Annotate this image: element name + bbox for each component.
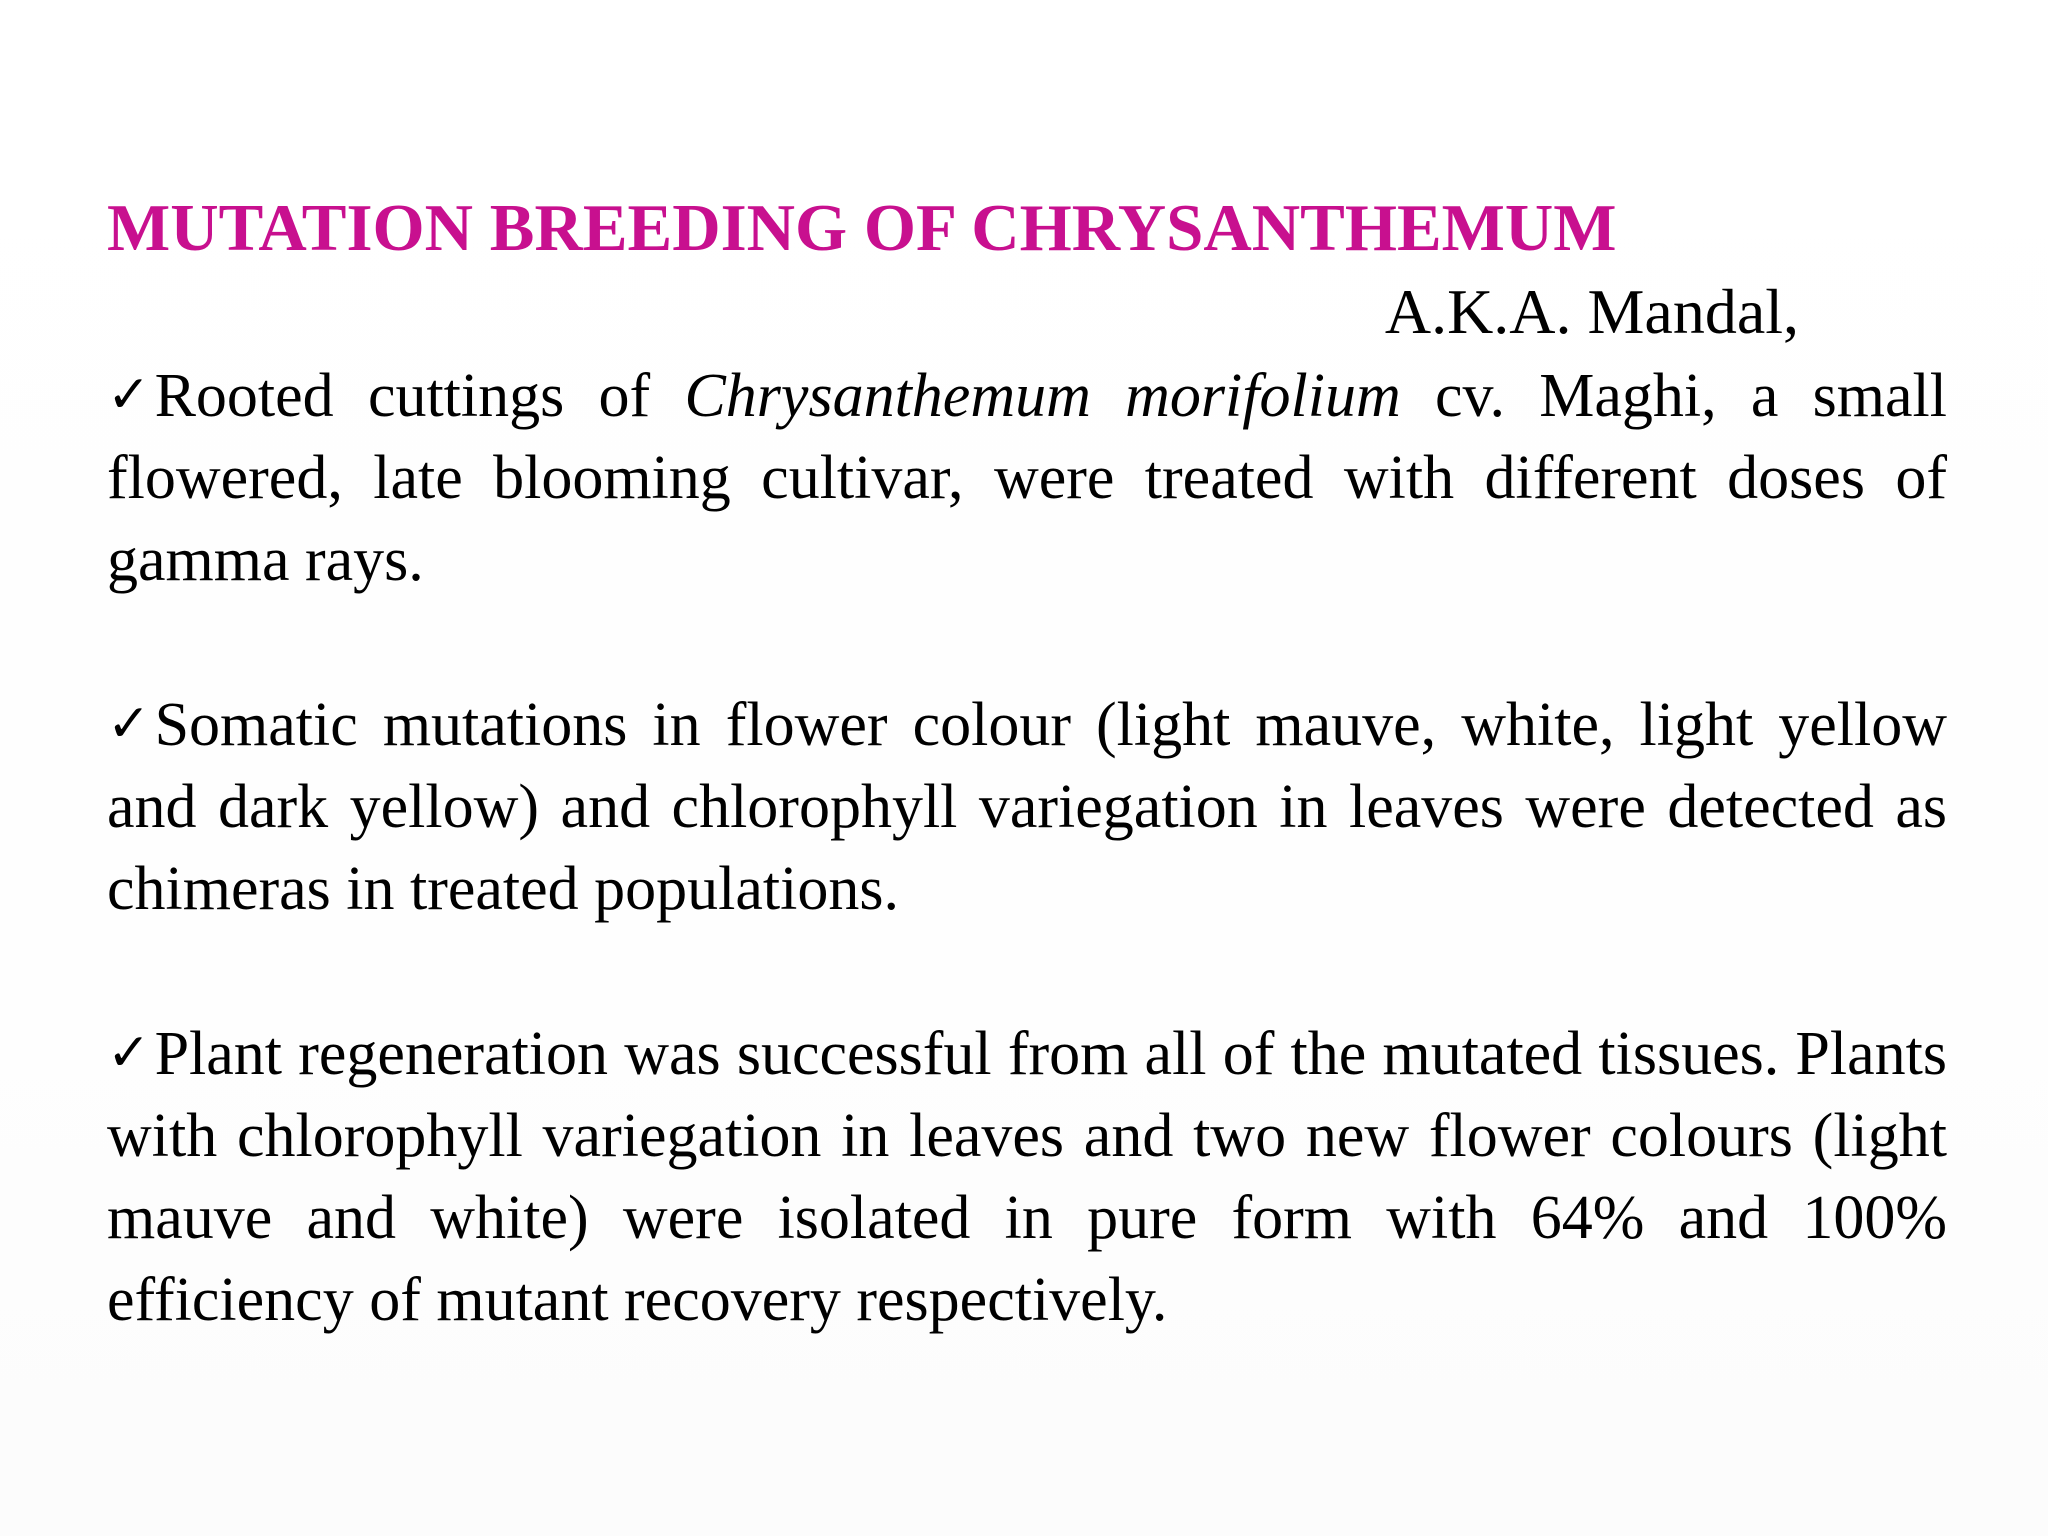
author-name: A.K.A. Mandal,: [1384, 276, 1799, 347]
checkmark-icon: ✓: [107, 365, 151, 425]
bullet-point: [107, 1012, 1947, 1341]
slide-content: [107, 186, 1947, 1341]
bullet-point: [107, 354, 1947, 601]
bullet-point: [107, 683, 1947, 930]
species-name: Chrysanthemum morifolium: [684, 362, 1401, 430]
checkmark-icon: ✓: [107, 1023, 151, 1083]
slide-title: MUTATION BREEDING OF CHRYSANTHEMUM: [107, 191, 1617, 265]
checkmark-icon: ✓: [107, 694, 151, 754]
bullet-text-tail: cv. Maghi, a small flowered, late blooming cultivar, were treated with different doses of gamma rays.: [107, 362, 1947, 594]
bullet-text-lead: Rooted cuttings of: [154, 362, 685, 430]
bullet-text: Somatic mutations in flower colour (light mauve, white, light yellow and dark yellow) and chlorophyll variegation in leaves were detected as chimeras in treated populations.: [107, 691, 1947, 923]
bullet-text: Plant regeneration was successful from all of the mutated tissues. Plants with chlorophyll variegation in leaves and two new flower colours (light mauve and white) were isolated in pure form with 64% and 100% efficiency of mutant recovery respectively.: [107, 1020, 1947, 1334]
